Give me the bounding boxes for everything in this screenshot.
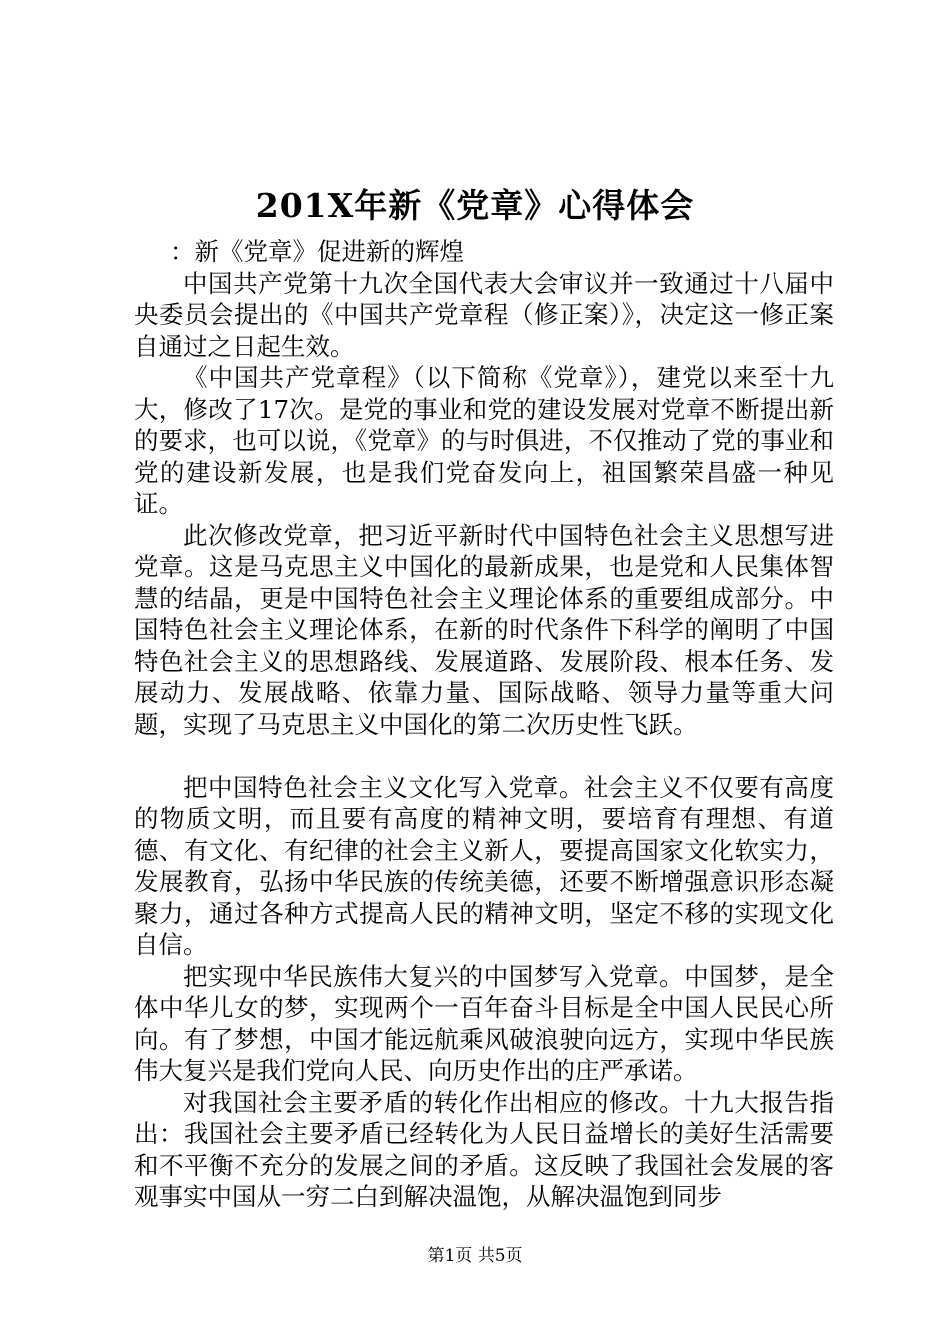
paragraph-2: 《中国共产党章程》（以下简称《党章》），建党以来至十九大，修改了17次。是党的事业和党的建设发展对党章不断提出新的要求，也可以说，《党章》的与时俱进，不仅推动了党的事业和党的建设新发展，也是我们党奋发向上，祖国繁荣昌盛一种见证。 <box>134 363 834 518</box>
paragraph-6: 对我国社会主要矛盾的转化作出相应的修改。十九大报告指出：我国社会主要矛盾已经转化为人民日益增长的美好生活需要和不平衡不充分的发展之间的矛盾。这反映了我国社会发展的客观事实中国从一穷二白到解决温饱，从解决温饱到同步 <box>134 1087 834 1211</box>
document-body <box>134 236 834 1213</box>
document-subtitle: ：新《党章》促进新的辉煌 <box>170 237 464 266</box>
page-number-footer: 第1页 共5页 <box>427 1246 523 1266</box>
paragraph-1: 中国共产党第十九次全国代表大会审议并一致通过十八届中央委员会提出的《中国共产党章程（修正案）》，决定这一修正案自通过之日起生效。 <box>134 268 834 361</box>
paragraph-4: 把中国特色社会主义文化写入党章。社会主义不仅要有高度的物质文明，而且要有高度的精神文明，要培育有理想、有道德、有文化、有纪律的社会主义新人，要提高国家文化软实力，发展教育，弘扬中华民族的传统美德，还要不断增强意识形态凝聚力，通过各种方式提高人民的精神文明，坚定不移的实现文化自信。 <box>134 772 834 959</box>
paragraph-5: 把实现中华民族伟大复兴的中国梦写入党章。中国梦，是全体中华儿女的梦，实现两个一百年奋斗目标是全中国人民民心所向。有了梦想，中国才能远航乘风破浪驶向远方，实现中华民族伟大复兴是我们党向人民、向历史作出的庄严承诺。 <box>134 961 834 1085</box>
paragraph-3: 此次修改党章，把习近平新时代中国特色社会主义思想写进党章。这是马克思主义中国化的最新成果，也是党和人民集体智慧的结晶，更是中国特色社会主义理论体系的重要组成部分。中国特色社会主义理论体系，在新的时代条件下科学的阐明了中国特色社会主义的思想路线、发展道路、发展阶段、根本任务、发展动力、发展战略、依靠力量、国际战略、领导力量等重大问题，实现了马克思主义中国化的第二次历史性飞跃。 <box>134 520 834 739</box>
document-title: 201X年新《党章》心得体会 <box>255 186 695 225</box>
